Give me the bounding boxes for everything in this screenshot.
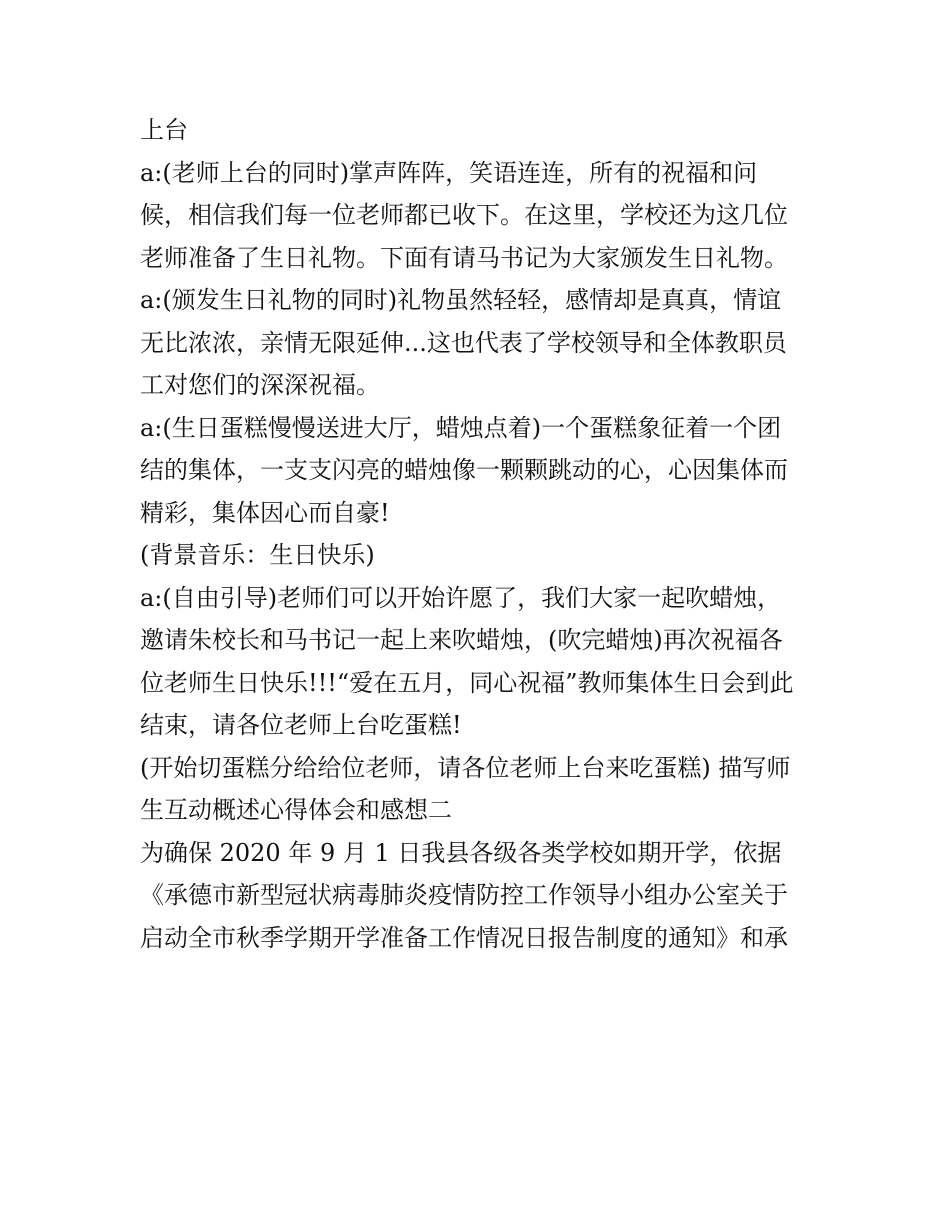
text-line: a:(生日蛋糕慢慢送进大厅，蜡烛点着)一个蛋糕象征着一个团: [140, 413, 782, 442]
document-body: [140, 109, 820, 959]
text-line: 精彩，集体因心而自豪!: [140, 498, 390, 527]
text-line: 生互动概述心得体会和感想二: [140, 796, 452, 824]
text-line: 老师准备了生日礼物。下面有请马书记为大家颁发生日礼物。: [140, 243, 788, 272]
text-line: 位老师生日快乐!!!“爱在五月，同心祝福”教师集体生日会到此: [140, 668, 794, 697]
text-line: 结的集体，一支支闪亮的蜡烛像一颗颗跳动的心，心因集体而: [140, 456, 788, 484]
text-line: 上台: [140, 116, 188, 144]
text-line: 为确保 2020 年 9 月 1 日我县各级各类学校如期开学，依据: [140, 838, 782, 867]
text-line: (背景音乐：生日快乐): [140, 541, 375, 569]
text-line: 无比浓浓，亲情无限延伸...这也代表了学校领导和全体教职员: [140, 328, 787, 357]
text-line: a:(老师上台的同时)掌声阵阵，笑语连连，所有的祝福和问: [140, 158, 758, 187]
text-line: 候，相信我们每一位老师都已收下。在这里，学校还为这几位: [140, 201, 788, 229]
text-line: 《承德市新型冠状病毒肺炎疫情防控工作领导小组办公室关于: [140, 881, 788, 909]
text-line: a:(颁发生日礼物的同时)礼物虽然轻轻，感情却是真真，情谊: [140, 286, 782, 314]
text-line: a:(自由引导)老师们可以开始许愿了，我们大家一起吹蜡烛，: [140, 583, 782, 612]
text-line: (开始切蛋糕分给给位老师，请各位老师上台来吃蛋糕) 描写师: [140, 753, 791, 782]
text-line: 结束，请各位老师上台吃蛋糕!: [140, 711, 462, 739]
text-line: 启动全市秋季学期开学准备工作情况日报告制度的通知》和承: [140, 923, 788, 952]
text-line: 邀请朱校长和马书记一起上来吹蜡烛，(吹完蜡烛)再次祝福各: [140, 626, 783, 654]
text-line: 工对您们的深深祝福。: [140, 371, 380, 399]
